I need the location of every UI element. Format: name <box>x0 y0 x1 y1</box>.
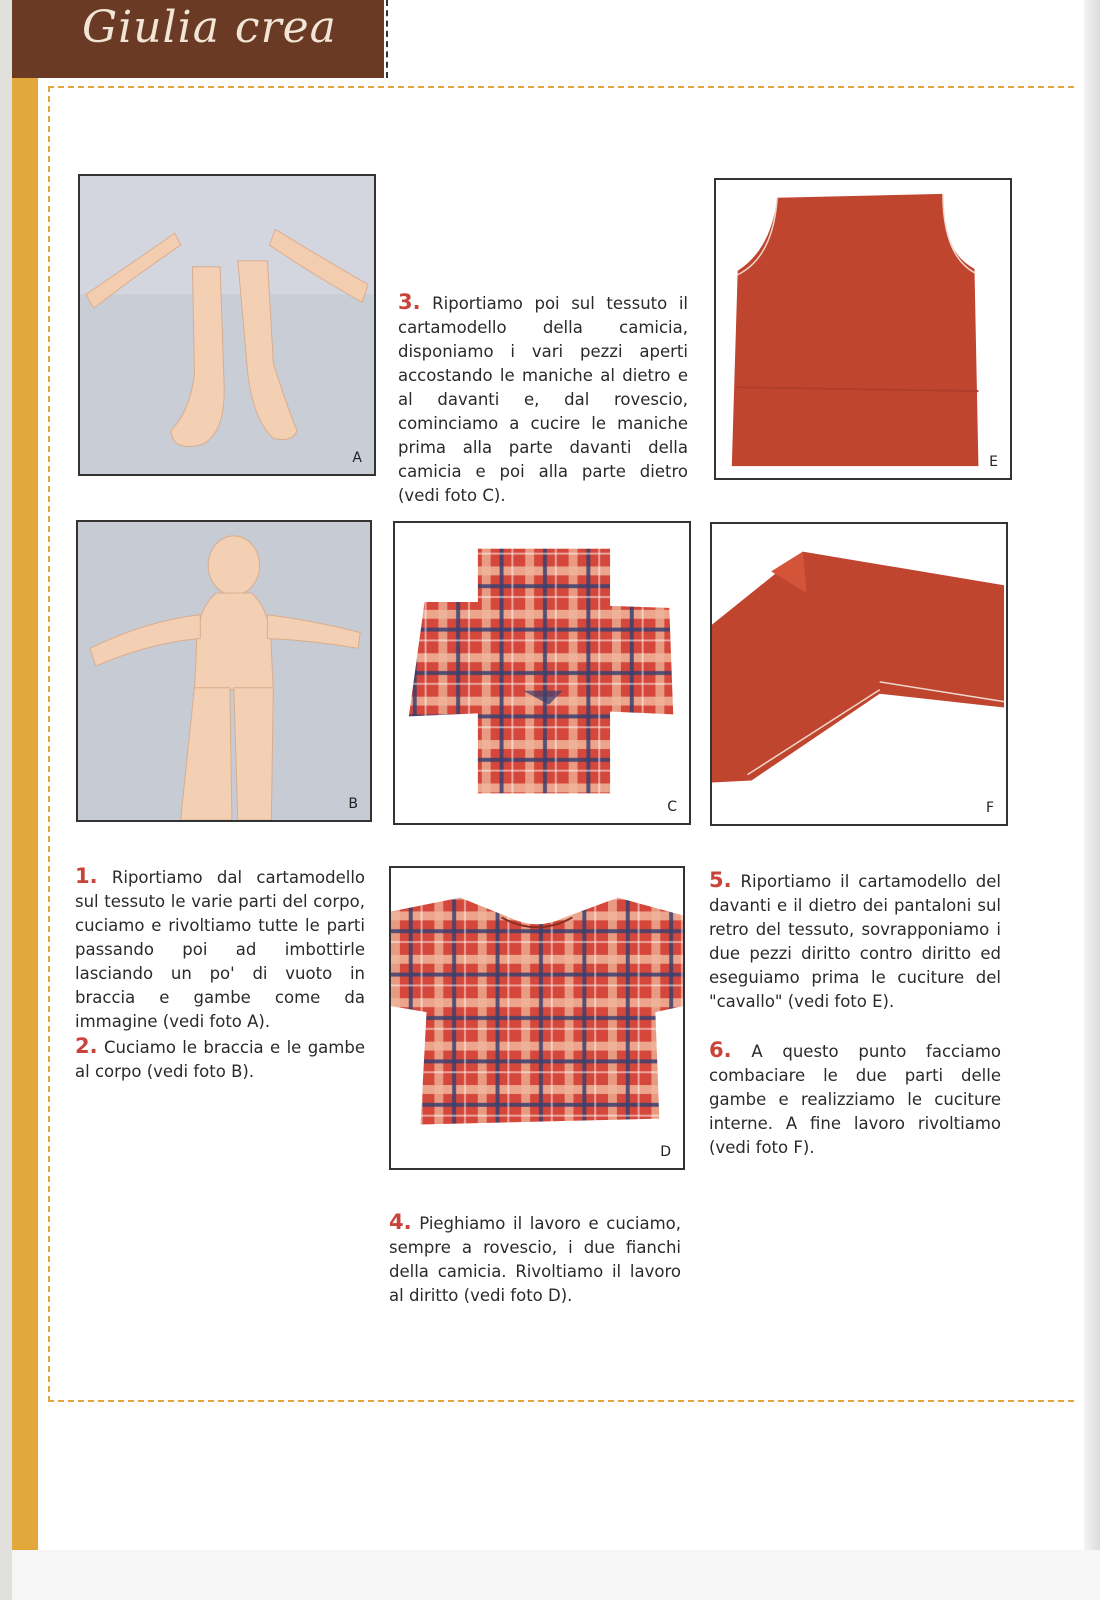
step-3 <box>398 290 688 508</box>
trousers-sewn-image <box>716 180 1010 478</box>
step-6-text: A questo punto facciamo combaciare le due parti delle gambe e realizziamo le cuciture interne. A fine lavoro rivoltiamo (vedi foto F). <box>709 1042 1001 1157</box>
step-6-number: 6. <box>709 1038 732 1062</box>
photo-e <box>714 178 1012 480</box>
plaid-shirt-image <box>391 868 683 1168</box>
step-1 <box>75 864 365 1034</box>
photo-label-d: D <box>660 1144 671 1160</box>
step-6 <box>709 1038 1001 1160</box>
doll-limbs-image <box>80 176 374 474</box>
header-title: Giulia crea <box>82 2 337 53</box>
photo-label-b: B <box>348 796 358 812</box>
step-2-number: 2. <box>75 1034 98 1058</box>
step-2-text: Cuciamo le braccia e le gambe al corpo (vedi foto B). <box>75 1038 365 1081</box>
step-3-text: Riportiamo poi sul tessuto il cartamodello della camicia, disponiamo i vari pezzi aperti accostando le maniche al dietro e al davanti e, dal rovescio, cominciamo a cucire le maniche prima alla parte davanti della camicia e poi alla parte dietro (vedi foto C). <box>398 294 688 505</box>
step-2 <box>75 1034 365 1084</box>
stuffed-doll-image <box>78 522 370 820</box>
step-4 <box>389 1210 681 1308</box>
page-right-edge <box>1084 0 1100 1600</box>
photo-c <box>393 521 691 825</box>
step-5 <box>709 868 1001 1014</box>
step-5-number: 5. <box>709 868 732 892</box>
step-4-number: 4. <box>389 1210 412 1234</box>
photo-a <box>78 174 376 476</box>
photo-d <box>389 866 685 1170</box>
header-divider <box>386 0 388 78</box>
trousers-turned-image <box>712 524 1006 824</box>
step-1-text: Riportiamo dal cartamodello sul tessuto le varie parti del corpo, cuciamo e rivoltiamo tutte le parti passando poi ad imbottirle lasciando un po' di vuoto in braccia e gambe come da immagine (vedi foto A). <box>75 868 366 1031</box>
step-1-number: 1. <box>75 864 98 888</box>
photo-f <box>710 522 1008 826</box>
photo-label-e: E <box>989 454 998 470</box>
photo-label-c: C <box>667 799 677 815</box>
gold-side-bar <box>12 78 38 1553</box>
photo-label-a: A <box>352 450 362 466</box>
step-3-number: 3. <box>398 290 421 314</box>
page-spine <box>0 0 12 1600</box>
photo-label-f: F <box>985 800 994 816</box>
page-bottom-margin <box>12 1550 1100 1600</box>
step-5-text: Riportiamo il cartamodello del davanti e il dietro dei pantaloni sul retro del tessuto, sovrapponiamo i due pezzi diritto contro diritto ed eseguiamo prima le cuciture del "cavallo" (vedi foto E). <box>709 872 1001 1011</box>
photo-b <box>76 520 372 822</box>
plaid-shirt-pieces-image <box>395 523 689 823</box>
step-4-text: Pieghiamo il lavoro e cuciamo, sempre a rovescio, i due fianchi della camicia. Rivoltiamo il lavoro al diritto (vedi foto D). <box>389 1214 681 1305</box>
